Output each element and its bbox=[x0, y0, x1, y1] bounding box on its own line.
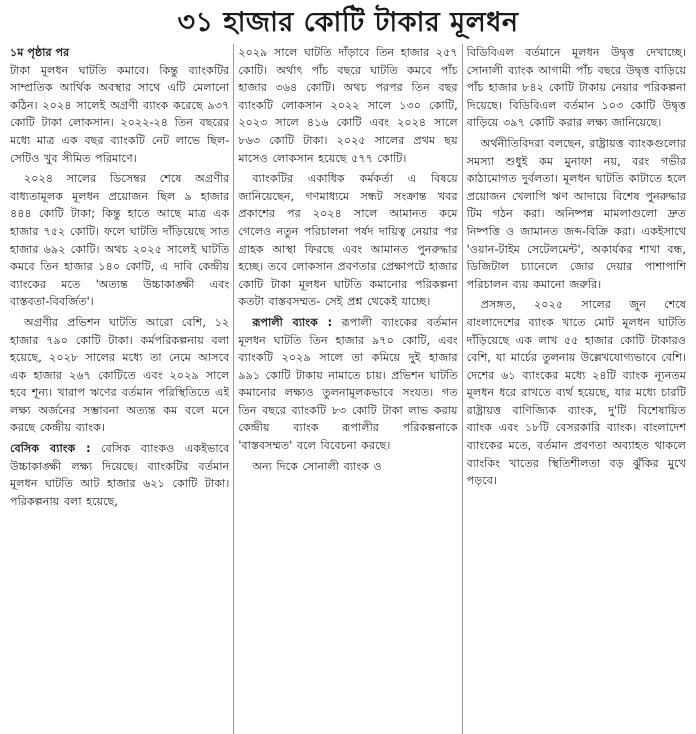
basic-bank-rubric: বেসিক ব্যাংক : bbox=[10, 442, 91, 456]
col1-paragraph-4-text: বেসিক ব্যাংকও একইভাবে উচ্চাকাঙ্ক্ষী লক্ষ্য দিয়েছে। ব্যাংকটির বর্তমান মূলধন ঘাটতি আট হাজার ৬২১ কোটি টাকা। পরিকল্পনায় বলা হয়েছে, bbox=[10, 442, 230, 508]
col2-paragraph-3-text: রূপালী ব্যাংকের বর্তমান মূলধন ঘাটতি তিন হাজার ৯৭০ কোটি, এবং ব্যাংকটি ২০২৯ সালে তা কমিয়ে দুই হাজার ৯৯১ কোটি টাকায় নামাতে চায়। প্রভিশন ঘাটতি কমানোর লক্ষ্যও তুলনামূলকভাবে সংযত। গত তিন বছরে ব্যাংকটি ৮৩ কোটি টাকা লাভ করায় কেন্দ্রীয় ব্যাংক রূপালীর পরিকল্পনাকে 'বাস্তবসম্মত' বলে বিবেচনা করছে। bbox=[238, 315, 458, 453]
col2-paragraph-3 bbox=[238, 314, 457, 455]
column-divider-2 bbox=[462, 44, 463, 734]
col2-paragraph-2: ব্যাংকটির একাধিক কর্মকর্তা এ বিষয়ে জানিয়েছেন, গণমাধ্যমে সন্ধট সংক্রান্ত খবর প্রকাশের পর ২০২৪ সালে আমানত কমে গেলেও নতুন পরিচালনা পর্ষদ দায়িত্ব নেয়ার পর গ্রাহক আস্থা ফিরছে এবং আমানত পুনরুদ্ধার হচ্ছে। তবে লোকসান প্রবণতার প্রেক্ষাপটে হাজার কোটি টাকা মূলধন ঘাটতি কমানোর পরিকল্পনা কতটা বাস্তবসম্মত- সেই প্রশ্ন থেকেই যাচ্ছে। bbox=[238, 172, 458, 309]
col1-paragraph-1: টাকা মূলধন ঘাটতি কমাবে। কিন্তু ব্যাংকটির সাম্প্রতিক আর্থিক অবস্থার সাথে এটি মেলানো কঠিন। ২০২৪ সালেই অগ্রণী ব্যাংক করেছে ৯৩৭ কোটি টাকা লোকসান। ২০২২-২৪ তিন বছরের মধ্যে মাত্র এক বছর ব্যাংকটি নেট লাভে ছিল-সেটিও খুব সীমিত পরিমাণে। bbox=[10, 63, 230, 165]
rupali-bank-rubric: রূপালী ব্যাংক : bbox=[252, 315, 333, 329]
col3-paragraph-2: অর্থনীতিবিদরা বলছেন, রাষ্ট্রায়ত্ত ব্যাংকগুলোর সমস্যা শুধুই কম মুনাফা নয়, বরং গভীর কাঠামোগত দুর্বলতা। মূলধন ঘাটতি কাটাতে হলে প্রয়োজন খেলাপি ঋণ আদায়ে বিশেষ পুনরুদ্ধার টিম গঠন করা। অনিষ্পন্ন মামলাগুলো দ্রুত নিষ্পত্তি ও জামানত জব্দ-বিক্রি করা। একইসাথে 'ওয়ান-টাইম সেটেলমেন্ট', অকার্যকর শাখা বন্ধ, ডিজিটাল চ্যানেলে জোর দেয়ার পাশাপাশি পরিচালন ব্যয় কমানো জরুরি। bbox=[466, 136, 686, 291]
col1-paragraph-2: ২০২৪ সালের ডিসেম্বর শেষে অগ্রণীর বাধ্যতামূলক মূলধন প্রয়োজন ছিল ৯ হাজার ৪৪৪ কোটি টাকা; কিন্তু হাতে আছে মাত্র এক হাজার ৭৫২ কোটি। ফলে ঘাটতি দাঁড়িয়েছে সাত হাজার ৬৯২ কোটি। অথচ ২০২৫ সালেই ঘাটতি কমবে তিন হাজার ১৪০ কোটি, এ দাবি কেন্দ্রীয় ব্যাংকের মতে 'অত্যন্ত উচ্চাকাঙ্ক্ষী এবং বাস্তবতা-বিবর্জিত'। bbox=[10, 172, 230, 309]
continuation-kicker: ১ম পৃষ্ঠার পর bbox=[10, 46, 70, 59]
col2-paragraph-1: ২০২৯ সালে ঘাটতি দাঁড়াবে তিন হাজার ২৫৭ কোটি। অর্থাৎ পাঁচ বছরে ঘাটতি কমবে পাঁচ হাজার ৩৬৪ কোটি। অথচ পরপর তিন বছর ব্যাংকটি লোকসান ২০২২ সালে ১৩০ কোটি, ২০২৩ সালে ৪১৬ কোটি এবং ২০২৪ সালে ৮৬৩ কোটি টাকা। ২০২৫ সালের প্রথম ছয় মাসেও লোকসান হয়েছে ৫৭৭ কোটি। bbox=[238, 46, 458, 165]
column-3 bbox=[467, 44, 686, 734]
column-1 bbox=[10, 44, 229, 734]
col1-paragraph-4 bbox=[10, 440, 229, 510]
col3-paragraph-3: প্রসঙ্গত, ২০২৫ সালের জুন শেষে বাংলাদেশের ব্যাংক খাতে মোট মূলধন ঘাটতি দাঁড়িয়েছে এক লাখ ৫৫ হাজার কোটি টাকারও বেশি, যা মার্চের তুলনায় উল্লেখযোগ্যভাবে বেশি। দেশের ৬১ ব্যাংকের মধ্যে ২৪টি ব্যাংক ন্যূনতম মূলধন ধরে রাখতে ব্যর্থ হয়েছে, যার মধ্যে চারটি রাষ্ট্রায়ত্ত বাণিজ্যিক ব্যাংক, দু'টি বিশেষায়িত ব্যাংক এবং ১৮টি বেসরকারি ব্যাংক। বাংলাদেশ ব্যাংকের মতে, বর্তমান প্রবণতা অব্যাহত থাকলে ব্যাংকিং খাতের স্থিতিশীলতা বড় ঝুঁকির মুখে পড়বে। bbox=[466, 298, 686, 488]
column-divider-1 bbox=[233, 44, 234, 734]
article-headline: ৩১ হাজার কোটি টাকার মূলধন bbox=[177, 7, 519, 38]
col3-paragraph-1: বিডিবিএল বর্তমানে মূলধন উদ্বৃত্ত দেখাচ্ছে। সোনালী ব্যাংক আগামী পাঁচ বছরে উদ্বৃত্ত বাড়িয়ে পাঁচ হাজার ৮৪২ কোটি টাকায় নেয়ার পরিকল্পনা দিয়েছে। বিডিবিএল বর্তমান ১০৩ কোটি উদ্বৃত্ত বাড়িয়ে ৩৯৭ কোটি করার লক্ষ্য জানিয়েছে। bbox=[466, 46, 686, 130]
col1-paragraph-3: অগ্রণীর প্রভিশন ঘাটতি আরো বেশি, ১২ হাজার ৭৯০ কোটি টাকা। কর্মপরিকল্পনায় বলা হয়েছে, ২০২৮ সালের মধ্যে তা নেমে আসবে এক হাজার ২৬৭ কোটিতে এবং ২০২৯ সালে হবে শূন্য। খারাপ ঋণের বর্তমান পরিস্থিতিতে এই লক্ষ্য অর্জনের সম্ভাবনা অত্যন্ত কম বলে মনে করছে কেন্দ্রীয় ব্যাংক। bbox=[10, 315, 230, 435]
column-2 bbox=[238, 44, 457, 734]
article-columns bbox=[10, 44, 686, 734]
col2-paragraph-4: অন্য দিকে সোনালী ব্যাংক ও bbox=[252, 459, 382, 473]
